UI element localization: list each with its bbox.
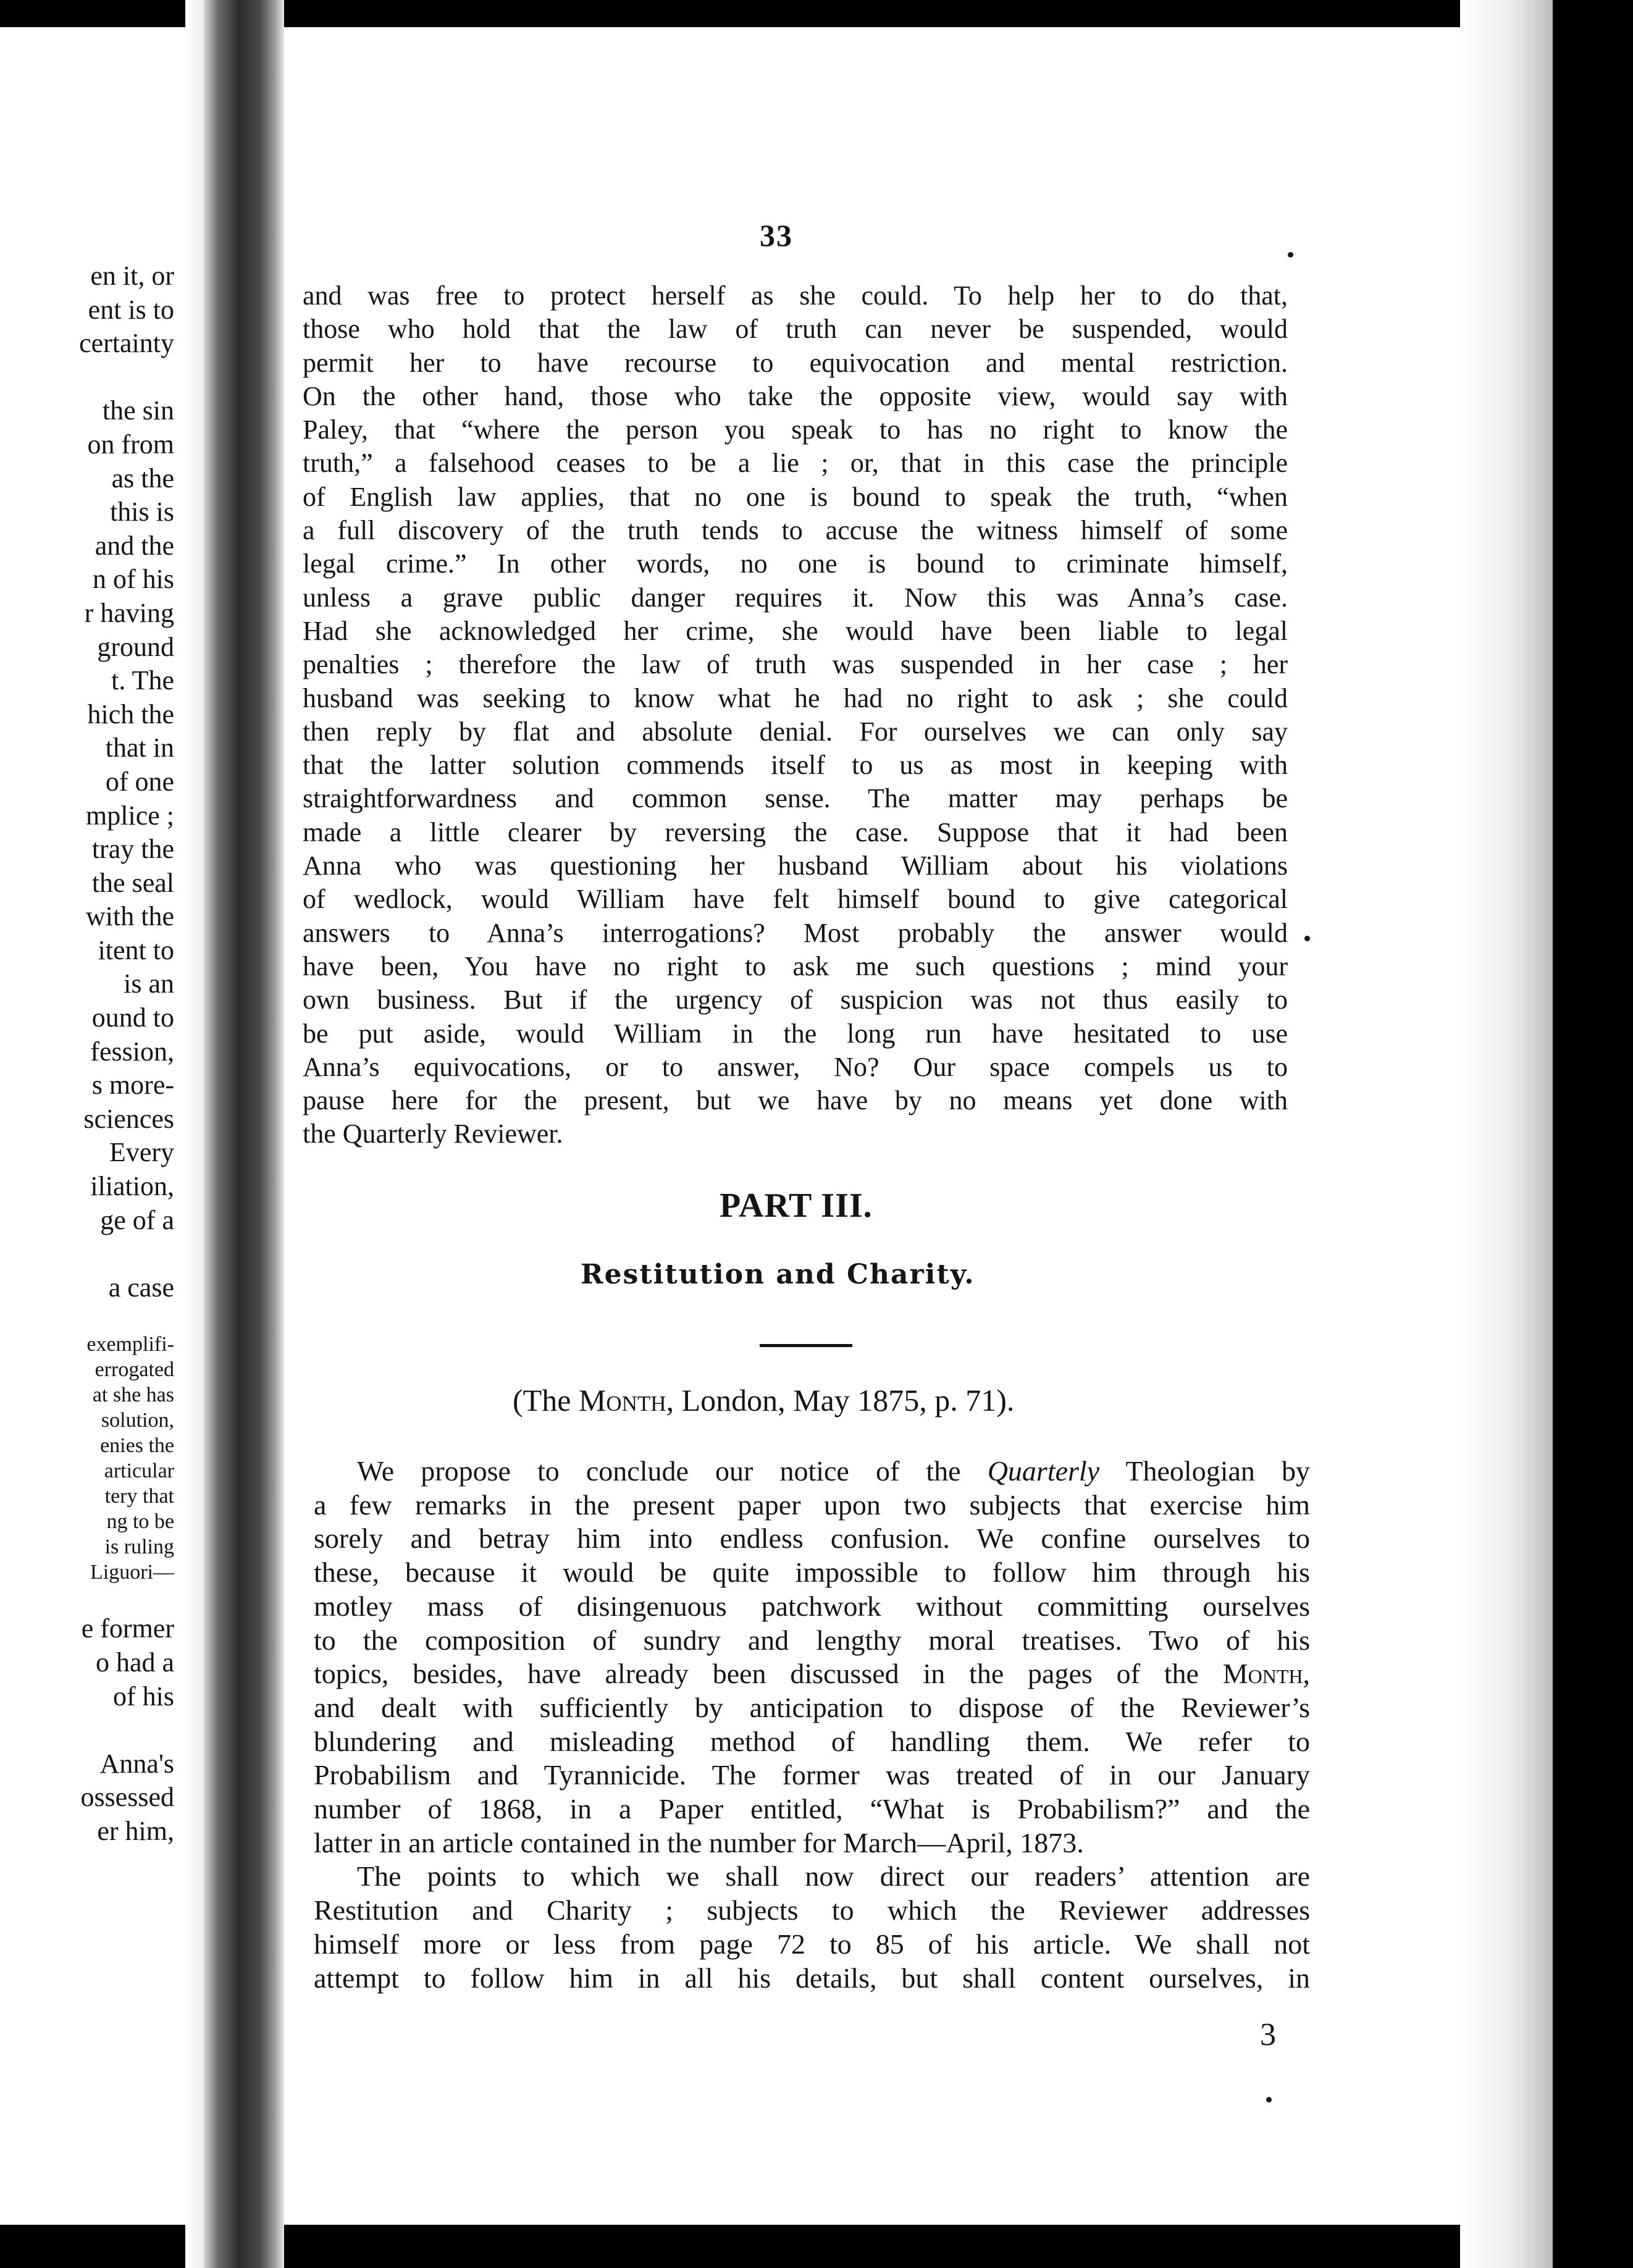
left-page-line: Every	[109, 1137, 174, 1168]
section-rule	[760, 1344, 852, 1347]
left-page-edge	[185, 0, 204, 2268]
left-page-line: and the	[94, 530, 174, 561]
paragraph-line: answers to Anna’s interrogations? Most probably the answer would	[303, 917, 1288, 948]
citation-open: (The	[513, 1383, 579, 1418]
left-page-line: ge of a	[100, 1204, 174, 1235]
paragraph-line: and dealt with sufficiently by anticipation to dispose of the Reviewer’s	[314, 1691, 1310, 1723]
left-page-line: of his	[113, 1681, 174, 1712]
paragraph-line: those who hold that the law of truth can never be suspended, would	[303, 314, 1288, 345]
page-edge-shade	[1460, 0, 1553, 2268]
left-page-line: Anna's	[99, 1748, 174, 1779]
paragraph-line: truth,” a falsehood ceases to be a lie ; or, that in this case the principle	[303, 448, 1288, 479]
paragraph-line: of English law applies, that no one is bound to speak the truth, “when	[303, 481, 1288, 512]
left-page-line: tray the	[91, 834, 174, 865]
paragraph-line: himself more or less from page 72 to 85 of his article. We shall not	[314, 1928, 1310, 1960]
left-page-line: a case	[108, 1272, 174, 1303]
small-caps-run: Month	[1222, 1658, 1303, 1690]
left-page-footnote	[0, 1332, 185, 1585]
left-page-footnote-line: at she has	[92, 1384, 174, 1407]
paragraph-line: sorely and betray him into endless confusion. We confine ourselves to	[314, 1522, 1310, 1555]
left-page-line: sciences	[83, 1103, 174, 1134]
left-page-footnote-line: Liguori—	[90, 1561, 174, 1584]
paragraph-line: be put aside, would William in the long run have hesitated to use	[303, 1018, 1288, 1049]
paragraph-lines	[314, 1691, 1310, 1860]
scan-border-right	[1553, 0, 1633, 2268]
left-page-line: iliation,	[90, 1171, 174, 1202]
left-page-line: hich the	[87, 699, 174, 729]
left-page-line: this is	[110, 497, 174, 527]
paragraph-line: Had she acknowledged her crime, she would have been liable to legal	[303, 615, 1288, 646]
page-number: 33	[760, 218, 793, 253]
left-page-footnote-line: enies the	[100, 1434, 174, 1458]
paragraph-line: of wedlock, would William have felt himself bound to give categorical	[303, 884, 1288, 915]
left-page-line: er him,	[97, 1815, 174, 1846]
left-page-text-bottom	[0, 1612, 185, 1848]
left-page-footnote-line: is ruling	[104, 1535, 174, 1559]
paragraph-line: made a little clearer by reversing the case. Suppose that it had been	[303, 817, 1288, 847]
paragraph-line: a full discovery of the truth tends to accuse the witness himself of some	[303, 515, 1288, 546]
paragraph-line: Probabilism and Tyrannicide. The former was treated of in our January	[314, 1759, 1310, 1791]
left-page-line: ground	[97, 631, 174, 662]
left-page-line: r having	[84, 597, 174, 628]
paragraph-line: Anna who was questioning her husband William about his violations	[303, 850, 1288, 881]
book-gutter	[204, 0, 284, 2268]
citation	[513, 1382, 1014, 1418]
left-page-line: fession,	[90, 1036, 174, 1067]
left-page-line	[0, 361, 185, 395]
left-page-line: mplice ;	[86, 800, 174, 831]
paragraph-continued	[303, 279, 1288, 1151]
citation-month: Month	[578, 1383, 666, 1418]
paragraph-line	[314, 1657, 1310, 1691]
paragraph-lines	[314, 1489, 1310, 1658]
speck	[1266, 2097, 1272, 2102]
left-page-line: n of his	[93, 564, 174, 595]
left-page-footnote-line: ng to be	[106, 1510, 174, 1534]
paragraph-line: Restitution and Charity ; subjects to which the Reviewer addresses	[314, 1894, 1310, 1926]
paragraph-line: pause here for the present, but we have by no means yet done with	[303, 1085, 1288, 1116]
left-page-line: ent is to	[88, 294, 174, 325]
part-heading: PART III.	[720, 1186, 873, 1225]
left-page-line: the sin	[102, 395, 174, 426]
left-page-footnote-line: solution,	[101, 1409, 174, 1432]
paragraph-line: Anna’s equivocations, or to answer, No? Our space compels us to	[303, 1051, 1288, 1082]
paragraph-line: permit her to have recourse to equivocation and mental restriction.	[303, 347, 1288, 378]
speck	[1304, 936, 1310, 941]
left-page-text-top	[0, 259, 185, 1304]
left-page-line: certainty	[79, 328, 174, 359]
section-title: Restitution and Charity.	[581, 1259, 975, 1290]
left-page-line: itent to	[98, 934, 174, 965]
paragraph-line: On the other hand, those who take the opposite view, would say with	[303, 380, 1288, 411]
left-page-footnote-line: exemplifi-	[86, 1333, 174, 1356]
text-run: We propose to conclude our notice of the	[357, 1455, 988, 1487]
signature-mark: 3	[1260, 2017, 1276, 2052]
paragraph-points	[314, 1860, 1310, 1995]
paragraph-line: husband was seeking to know what he had no right to ask ; she could	[303, 682, 1288, 713]
paragraph-line: motley mass of disingenuous patchwork without committing ourselves	[314, 1590, 1310, 1622]
left-page-line: ossessed	[80, 1782, 174, 1813]
paragraph-line: latter in an article contained in the number for March—April, 1873.	[314, 1826, 1084, 1858]
text-run: topics, besides, have already been discussed in the pages of the	[314, 1658, 1223, 1690]
left-page-line: as the	[111, 463, 174, 494]
paragraph-line: number of 1868, in a Paper entitled, “What is Probabilism?” and the	[314, 1793, 1310, 1825]
left-page-footnote-line: errogated	[94, 1358, 174, 1382]
citation-rest: , London, May 1875, p. 71).	[666, 1383, 1015, 1418]
paragraph-line: a few remarks in the present paper upon two subjects that exercise him	[314, 1489, 1310, 1521]
left-page-line: that in	[105, 733, 174, 763]
left-facing-page	[0, 259, 185, 1849]
left-page-footnote-line: articular	[104, 1460, 174, 1483]
paragraph-restitution	[314, 1455, 1310, 1995]
paragraph-line: the Quarterly Reviewer.	[303, 1119, 563, 1149]
paragraph-line: that the latter solution commends itself to us as most in keeping with	[303, 750, 1288, 781]
paragraph-line: The points to which we shall now direct our readers’ attention are	[357, 1860, 1310, 1892]
paragraph-line: have been, You have no right to ask me such questions ; mind your	[303, 951, 1288, 981]
left-page-line	[0, 1237, 185, 1271]
left-page-line: on from	[87, 429, 174, 460]
paragraph-line	[314, 1455, 1310, 1489]
left-page-line: e former	[81, 1613, 174, 1644]
paragraph-line: legal crime.” In other words, no one is bound to criminate himself,	[303, 548, 1288, 579]
paragraph-line: to the composition of sundry and lengthy moral treatises. Two of his	[314, 1624, 1310, 1656]
paragraph-line: and was free to protect herself as she could. To help her to do that,	[303, 280, 1288, 311]
left-page-line: t. The	[111, 665, 174, 696]
text-run: ,	[1303, 1658, 1310, 1690]
left-page-line: ound to	[91, 1002, 174, 1033]
left-page-line: en it, or	[90, 261, 174, 291]
left-page-line: with the	[86, 901, 174, 932]
left-page-line: o had a	[95, 1647, 174, 1678]
text-run: Theologian by	[1099, 1455, 1311, 1487]
left-page-line: of one	[105, 766, 174, 797]
paragraph-line: penalties ; therefore the law of truth was suspended in her case ; her	[303, 649, 1288, 680]
speck	[1288, 252, 1293, 258]
left-page-footnote-line: tery that	[104, 1485, 174, 1508]
paragraph-line: unless a grave public danger requires it. Now this was Anna’s case.	[303, 582, 1288, 613]
paragraph-line: blundering and misleading method of handling them. We refer to	[314, 1725, 1310, 1757]
paragraph-line: straightforwardness and common sense. The matter may perhaps be	[303, 783, 1288, 814]
paragraph-line: these, because it would be quite impossible to follow him through his	[314, 1556, 1310, 1589]
left-page-line	[0, 1713, 185, 1747]
italic-run: Quarterly	[987, 1455, 1100, 1487]
paragraph-line: own business. But if the urgency of suspicion was not thus easily to	[303, 985, 1288, 1015]
left-page-line: is an	[124, 968, 174, 999]
paragraph-line: Paley, that “where the person you speak to has no right to know the	[303, 414, 1288, 445]
left-page-line: s more-	[91, 1070, 174, 1101]
paragraph-line: then reply by flat and absolute denial. For ourselves we can only say	[303, 716, 1288, 747]
paragraph-line: attempt to follow him in all his details, but shall content ourselves, in	[314, 1962, 1310, 1994]
left-page-line: the seal	[91, 867, 174, 898]
